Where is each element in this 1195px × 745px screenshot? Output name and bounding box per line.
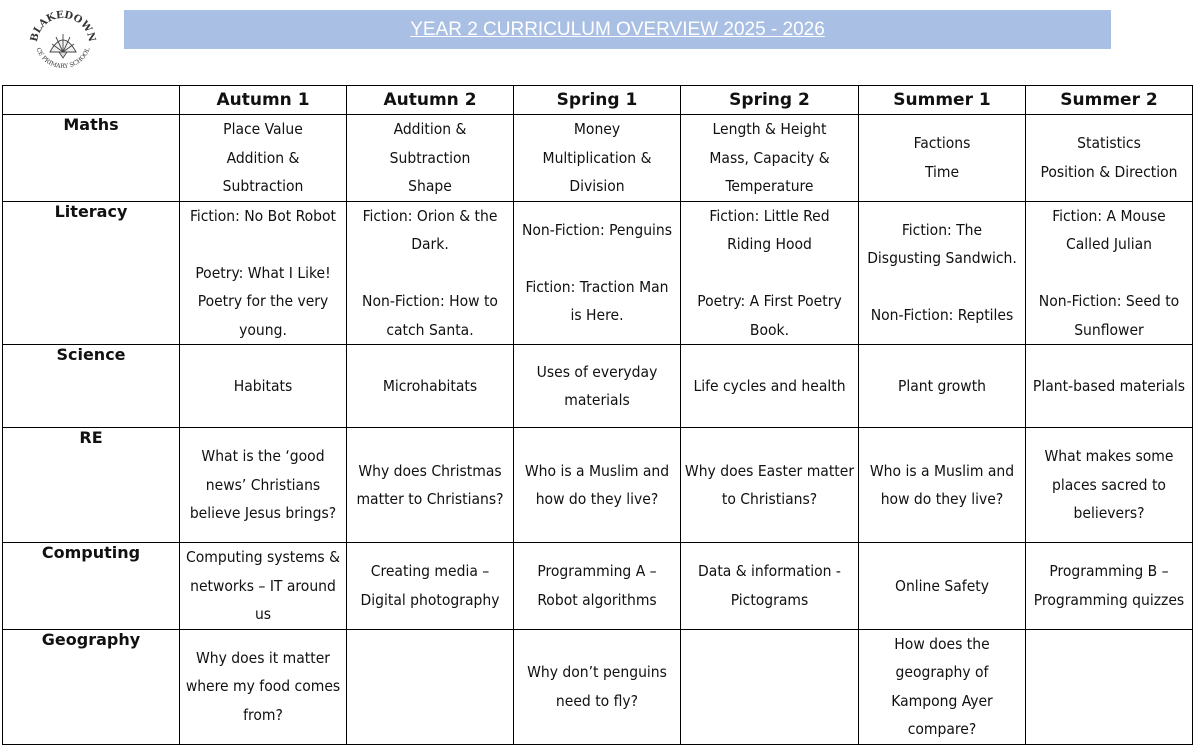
column-header-autumn-1: Autumn 1 (180, 86, 347, 115)
table-cell: Place Value Addition & Subtraction (180, 115, 347, 202)
column-header-autumn-2: Autumn 2 (347, 86, 514, 115)
column-header-summer-2: Summer 2 (1026, 86, 1193, 115)
curriculum-table (2, 85, 1193, 745)
header-row (3, 86, 1193, 115)
school-logo (28, 10, 98, 70)
table-cell: What is the ‘good news’ Christians believe Jesus brings? (180, 428, 347, 543)
table-cell: Fiction: The Disgusting Sandwich. Non-Fiction: Reptiles (859, 201, 1026, 345)
table-cell: Fiction: No Bot Robot Poetry: What I Like! Poetry for the very young. (180, 201, 347, 345)
svg-text:BLAKEDOWN: BLAKEDOWN (28, 10, 98, 43)
table-cell: Who is a Muslim and how do they live? (514, 428, 681, 543)
title-banner (124, 10, 1111, 49)
table-cell: How does the geography of Kampong Ayer compare? (859, 629, 1026, 744)
subject-label: Geography (3, 629, 180, 744)
table-cell: Why does Easter matter to Christians? (681, 428, 859, 543)
subject-label: Science (3, 345, 180, 428)
table-cell: Fiction: Orion & the Dark. Non-Fiction: How to catch Santa. (347, 201, 514, 345)
shell-crest-icon (28, 10, 98, 70)
subject-label: RE (3, 428, 180, 543)
table-cell: Addition & Subtraction Shape (347, 115, 514, 202)
table-cell: Uses of everyday materials (514, 345, 681, 428)
column-header-spring-1: Spring 1 (514, 86, 681, 115)
table-row-maths (3, 115, 1193, 202)
table-cell: Fiction: Little Red Riding Hood Poetry: A First Poetry Book. (681, 201, 859, 345)
table-cell: What makes some places sacred to believers? (1026, 428, 1193, 543)
table-cell: Computing systems & networks – IT around us (180, 543, 347, 630)
table-cell: Who is a Muslim and how do they live? (859, 428, 1026, 543)
table-cell: Length & Height Mass, Capacity & Temperature (681, 115, 859, 202)
subject-label: Literacy (3, 201, 180, 345)
table-cell (1026, 629, 1193, 744)
table-cell: Statistics Position & Direction (1026, 115, 1193, 202)
table-cell: Habitats (180, 345, 347, 428)
table-cell: Money Multiplication & Division (514, 115, 681, 202)
subject-label: Computing (3, 543, 180, 630)
table-cell: Plant growth (859, 345, 1026, 428)
table-cell: Creating media – Digital photography (347, 543, 514, 630)
table-cell: Why does it matter where my food comes from? (180, 629, 347, 744)
table-row-computing (3, 543, 1193, 630)
table-row-geography (3, 629, 1193, 744)
table-row-science (3, 345, 1193, 428)
svg-text:CE PRIMARY SCHOOL: CE PRIMARY SCHOOL (34, 46, 92, 70)
table-cell: Factions Time (859, 115, 1026, 202)
table-cell: Online Safety (859, 543, 1026, 630)
table-cell: Fiction: A Mouse Called Julian Non-Fiction: Seed to Sunflower (1026, 201, 1193, 345)
table-cell: Microhabitats (347, 345, 514, 428)
table-cell (347, 629, 514, 744)
table-row-re (3, 428, 1193, 543)
subject-label: Maths (3, 115, 180, 202)
column-header-spring-2: Spring 2 (681, 86, 859, 115)
corner-cell (3, 86, 180, 115)
table-row-literacy (3, 201, 1193, 345)
column-header-summer-1: Summer 1 (859, 86, 1026, 115)
table-cell: Life cycles and health (681, 345, 859, 428)
table-cell: Why does Christmas matter to Christians? (347, 428, 514, 543)
table-cell: Why don’t penguins need to fly? (514, 629, 681, 744)
table-cell (681, 629, 859, 744)
table-cell: Programming A – Robot algorithms (514, 543, 681, 630)
table-cell: Plant-based materials (1026, 345, 1193, 428)
table-cell: Non-Fiction: Penguins Fiction: Traction Man is Here. (514, 201, 681, 345)
table-cell: Data & information - Pictograms (681, 543, 859, 630)
table-cell: Programming B – Programming quizzes (1026, 543, 1193, 630)
page-title: YEAR 2 CURRICULUM OVERVIEW 2025 - 2026 (410, 18, 825, 40)
